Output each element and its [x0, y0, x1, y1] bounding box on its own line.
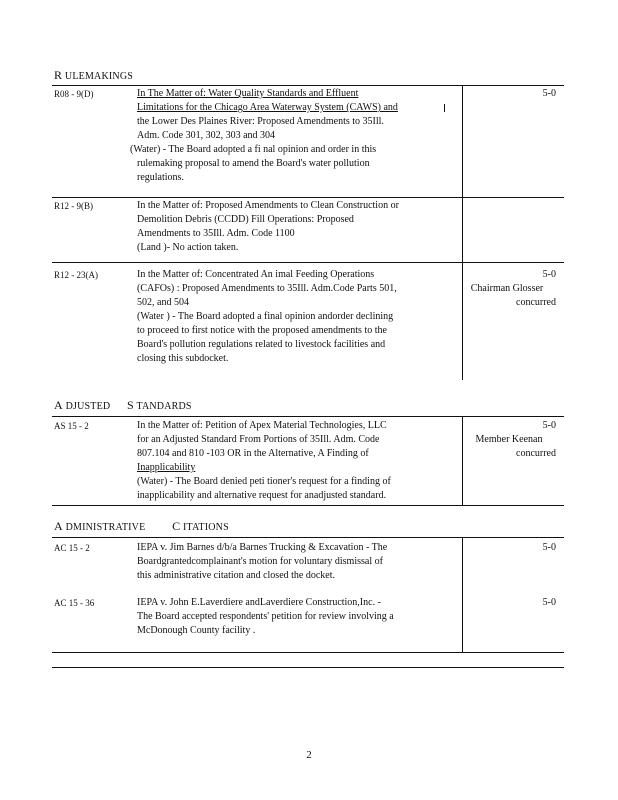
ornament-line [444, 104, 445, 112]
vote-tally: 5-0 [542, 269, 556, 280]
column-divider [462, 417, 463, 505]
docket-code: R12 - 23(A) [54, 270, 98, 280]
description-line: In the Matter of: Concentrated An imal Feeding Operations [137, 269, 375, 280]
vote-cell [466, 419, 556, 461]
description-line: (Water ) - The Board adopted a final opinion andorder declining [137, 311, 394, 322]
description-line: closing this subdocket. [137, 353, 229, 364]
section-rule [52, 537, 564, 538]
heading-initial: C [172, 519, 181, 533]
docket-code: R12 - 9(B) [54, 201, 93, 211]
docket-description [137, 596, 453, 638]
description-line: (Water) - The Board adopted a fi nal opinion and order in this [130, 144, 377, 155]
section-rule [52, 505, 564, 506]
heading-initial: S [127, 398, 134, 412]
docket-code: AS 15 - 2 [54, 421, 89, 431]
description-line: (Water) - The Board denied peti tioner's request for a finding of [137, 476, 391, 487]
heading-text: ULEMAKINGS [64, 71, 134, 82]
row-rule [52, 652, 564, 653]
description-line: The Board accepted respondents' petition for review involving a [137, 611, 394, 622]
description-line: (CAFOs) : Proposed Amendments to 35Ill. Adm.Code Parts 501, [137, 283, 397, 294]
description-line: Limitations for the Chicago Area Waterway System (CAWS) and [137, 102, 398, 113]
heading-initial: A [54, 398, 63, 412]
docket-code: AC 15 - 36 [54, 598, 95, 608]
docket-description [137, 268, 453, 366]
row-rule [462, 197, 564, 198]
row-rule [52, 262, 462, 263]
end-rule [52, 667, 564, 668]
description-line: IEPA v. Jim Barnes d/b/a Barnes Trucking & Excavation - The [137, 542, 388, 553]
description-line: Inapplicability [137, 462, 196, 473]
section-heading-adjusted-standards [54, 398, 192, 413]
description-line: In the Matter of: Proposed Amendments to Clean Construction or [137, 200, 399, 211]
vote-note: concurred [516, 297, 556, 308]
vote-cell [466, 87, 556, 101]
vote-note: Chairman Glosser [470, 283, 544, 294]
heading-text: TANDARDS [136, 401, 192, 412]
vote-cell [466, 541, 556, 555]
description-line: (Land )- No action taken. [137, 242, 239, 253]
heading-text: DMINISTRATIVE [65, 522, 146, 533]
docket-description [137, 419, 453, 503]
docket-code: AC 15 - 2 [54, 543, 90, 553]
vote-tally: 5-0 [542, 420, 556, 431]
section-rule [52, 416, 564, 417]
section-rule [52, 85, 564, 86]
column-divider [462, 538, 463, 652]
vote-tally: 5-0 [542, 597, 556, 608]
description-line: In The Matter of: Water Quality Standards and Effluent [137, 88, 359, 99]
row-rule [462, 262, 564, 263]
description-line: rulemaking proposal to amend the Board's water pollution [137, 158, 370, 169]
description-line: In the Matter of: Petition of Apex Material Technologies, LLC [137, 420, 387, 431]
description-line: Amendments to 35Ill. Adm. Code 1100 [137, 228, 295, 239]
description-line: Boardgrantedcomplainant's motion for voluntary dismissal of [137, 556, 383, 567]
description-line: inapplicability and alternative request for anadjusted standard. [137, 490, 387, 501]
description-line: the Lower Des Plaines River: Proposed Amendments to 35Ill. [137, 116, 384, 127]
page-number: 2 [306, 749, 312, 761]
column-divider [462, 86, 463, 380]
vote-tally: 5-0 [542, 88, 556, 99]
docket-code: R08 - 9(D) [54, 89, 94, 99]
description-line: McDonough County facility . [137, 625, 256, 636]
description-line: 807.104 and 810 -103 OR in the Alternative, A Finding of [137, 448, 369, 459]
vote-note: concurred [516, 448, 556, 459]
heading-initial: A [54, 519, 63, 533]
description-line: Demolition Debris (CCDD) Fill Operations: Proposed [137, 214, 354, 225]
section-heading-administrative-citations [54, 519, 229, 534]
description-line: 502, and 504 [137, 297, 189, 308]
docket-description [137, 199, 453, 255]
vote-tally: 5-0 [542, 542, 556, 553]
vote-note: Member Keenan [475, 434, 543, 445]
docket-description [137, 541, 453, 583]
section-heading-rulemakings [54, 68, 133, 83]
heading-initial: R [54, 68, 63, 82]
description-line: this administrative citation and closed the docket. [137, 570, 336, 581]
description-line: Board's pollution regulations related to livestock facilities and [137, 339, 386, 350]
row-rule [52, 197, 462, 198]
vote-cell [466, 596, 556, 610]
description-line: to proceed to first notice with the proposed amendments to the [137, 325, 387, 336]
description-line: regulations. [137, 172, 184, 183]
heading-text: DJUSTED [65, 401, 111, 412]
description-line: for an Adjusted Standard From Portions of 35Ill. Adm. Code [137, 434, 380, 445]
heading-text: ITATIONS [183, 522, 229, 533]
docket-description [130, 87, 453, 185]
vote-cell [466, 268, 556, 310]
description-line: IEPA v. John E.Laverdiere andLaverdiere Construction,Inc. - [137, 597, 381, 608]
description-line: Adm. Code 301, 302, 303 and 304 [137, 130, 276, 141]
